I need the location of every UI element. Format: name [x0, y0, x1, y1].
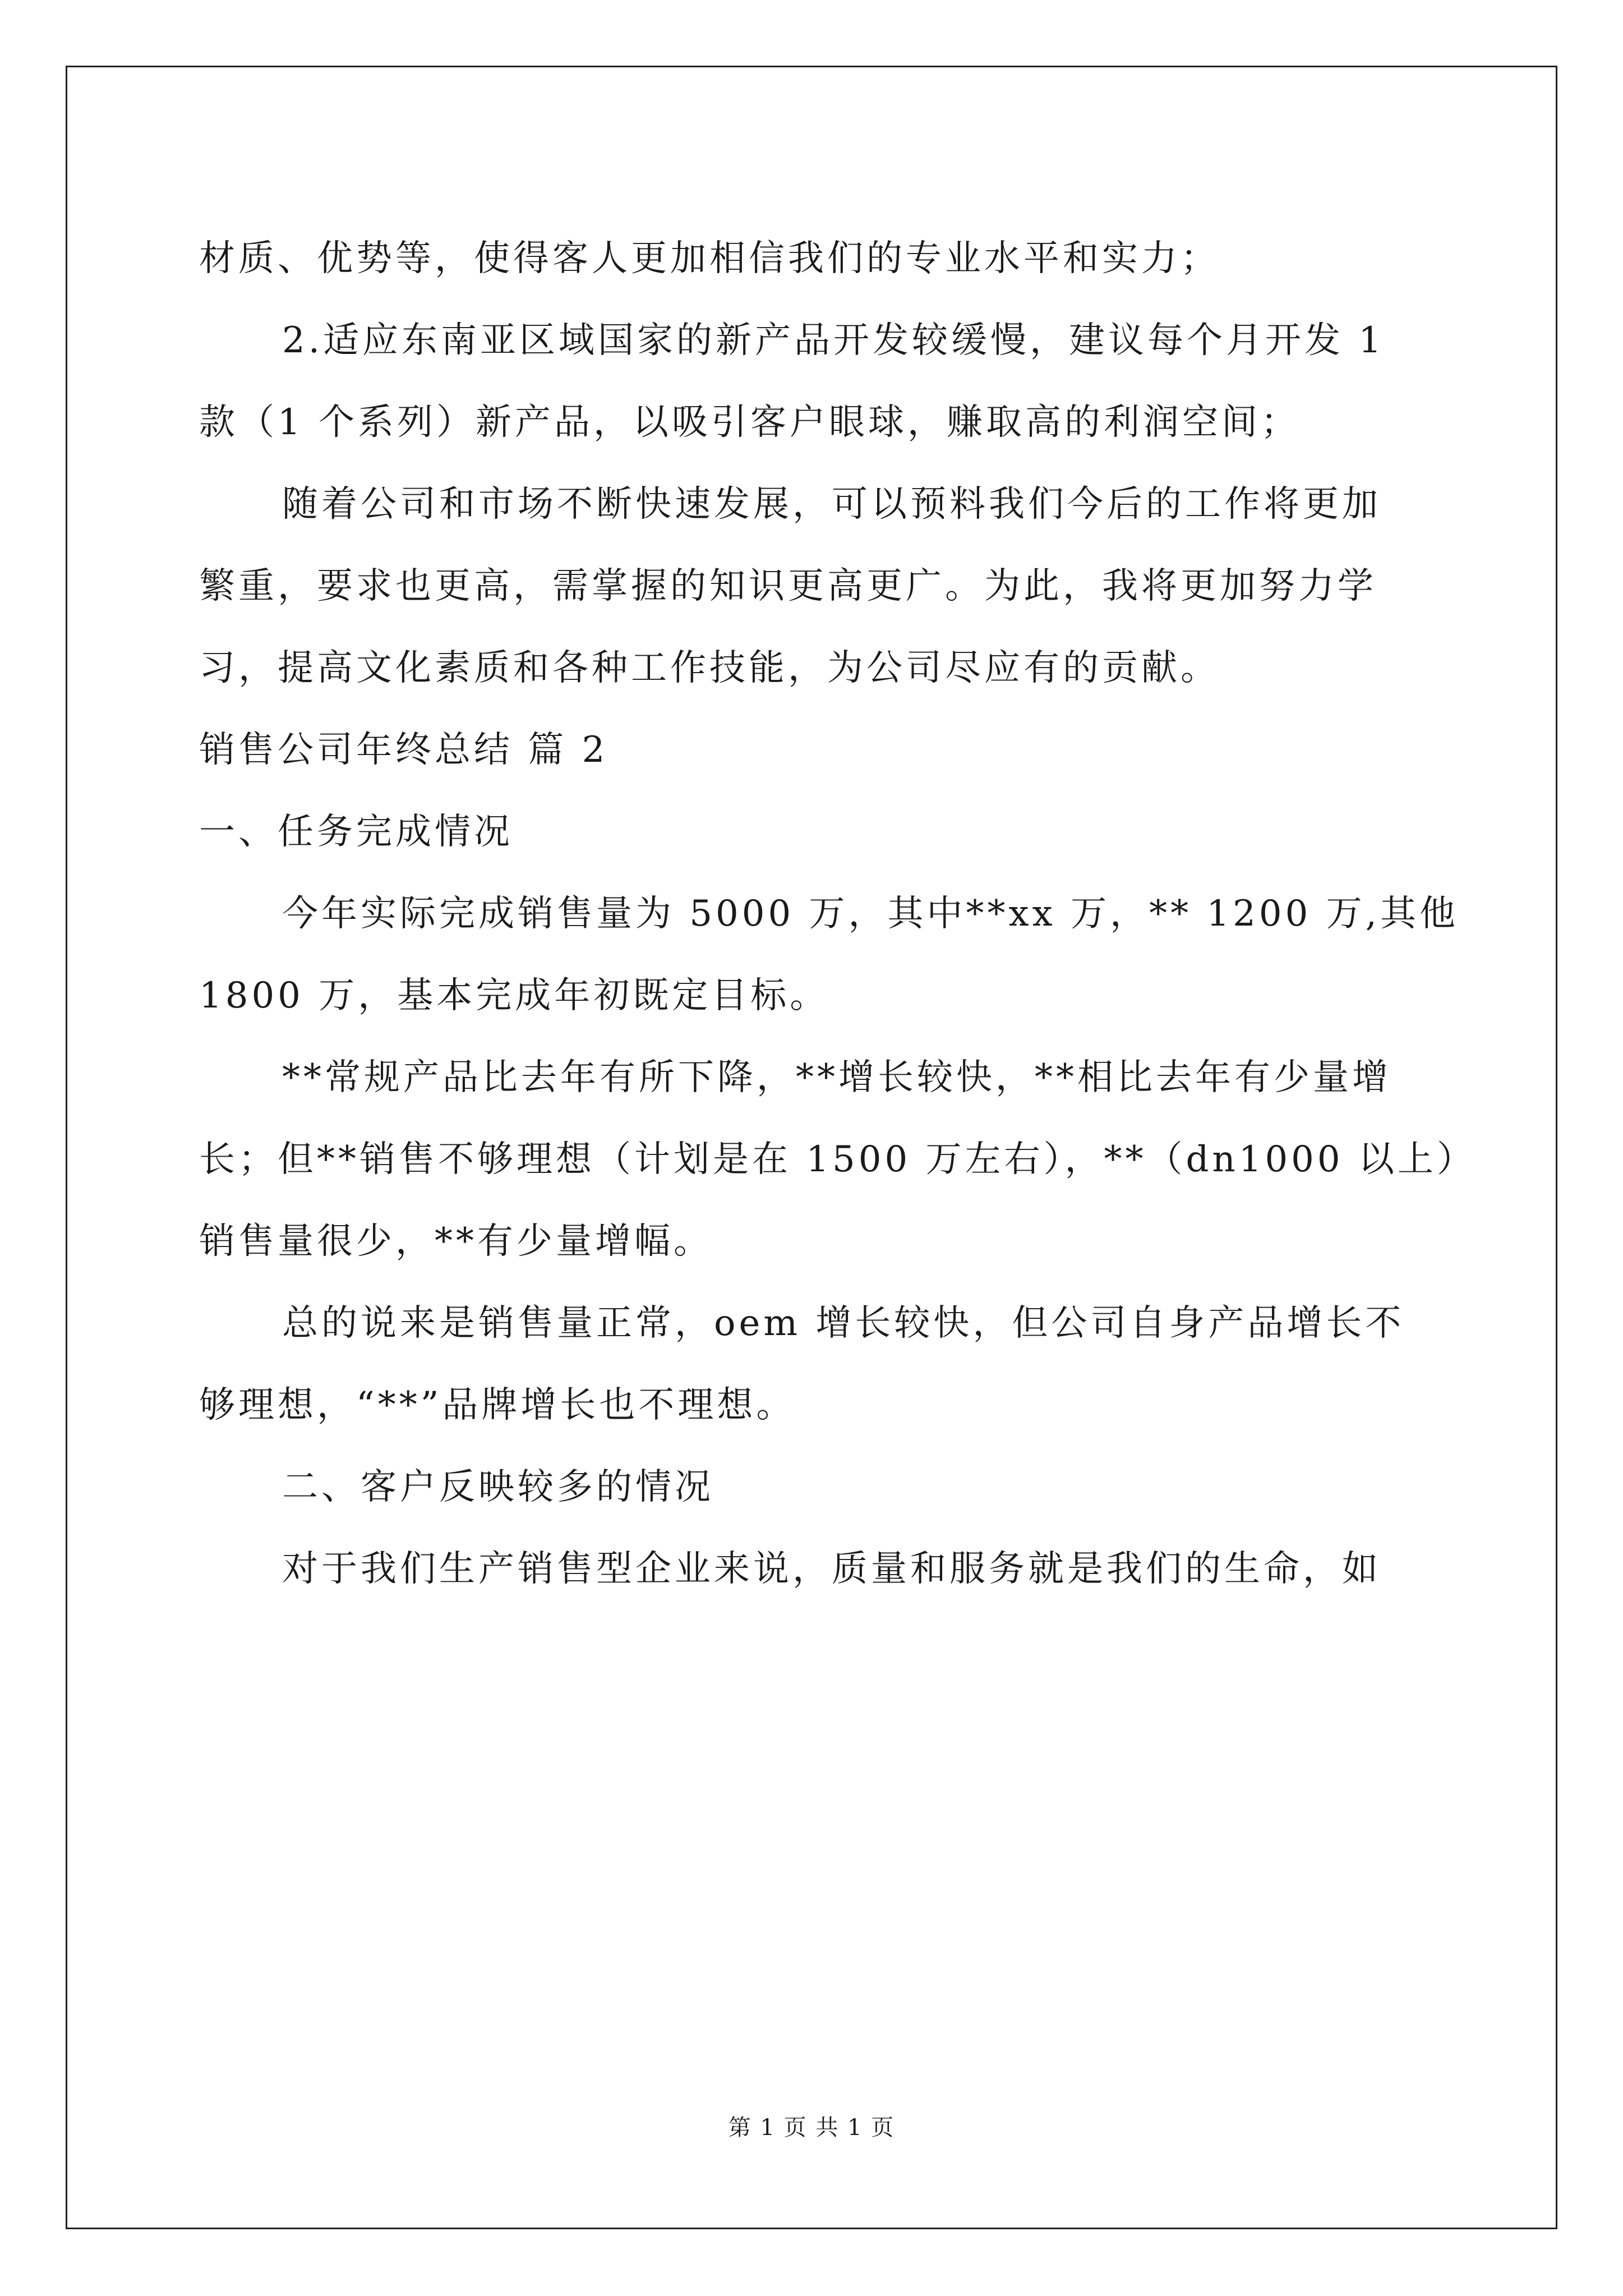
document-body	[199, 218, 1476, 1610]
paragraph-line: 长；但**销售不够理想（计划是在 1500 万左右），**（dn1000 以上）	[199, 1139, 1476, 1180]
paragraph-line: 总的说来是销售量正常，oem 增长较快，但公司自身产品增长不	[282, 1303, 1405, 1344]
paragraph-line: 繁重，要求也更高，需掌握的知识更高更广。为此，我将更加努力学	[199, 565, 1377, 607]
paragraph-line: 对于我们生产销售型企业来说，质量和服务就是我们的生命，如	[282, 1548, 1381, 1590]
paragraph-line: 材质、优势等，使得客人更加相信我们的专业水平和实力；	[199, 238, 1220, 279]
paragraph-line: 习，提高文化素质和各种工作技能，为公司尽应有的贡献。	[199, 647, 1220, 689]
paragraph-line: 随着公司和市场不断快速发展，可以预料我们今后的工作将更加	[282, 484, 1381, 525]
section-heading: 二、客户反映较多的情况	[282, 1466, 714, 1508]
paragraph-line: **常规产品比去年有所下降，**增长较快，**相比去年有少量增	[282, 1057, 1391, 1098]
page-footer: 第 1 页 共 1 页	[728, 2115, 895, 2141]
paragraph-line: 2.适应东南亚区域国家的新产品开发较缓慢，建议每个月开发 1	[282, 320, 1385, 361]
section-title: 销售公司年终总结 篇 2	[199, 729, 608, 771]
paragraph-line: 今年实际完成销售量为 5000 万，其中**xx 万，** 1200 万,其他	[282, 893, 1459, 935]
section-heading: 一、任务完成情况	[199, 811, 513, 853]
paragraph-line: 销售量很少，**有少量增幅。	[199, 1221, 713, 1262]
paragraph-line: 1800 万，基本完成年初既定目标。	[199, 975, 829, 1016]
paragraph-line: 够理想，“**”品牌增长也不理想。	[199, 1384, 796, 1426]
paragraph-line: 款（1 个系列）新产品，以吸引客户眼球，赚取高的利润空间；	[199, 402, 1301, 443]
